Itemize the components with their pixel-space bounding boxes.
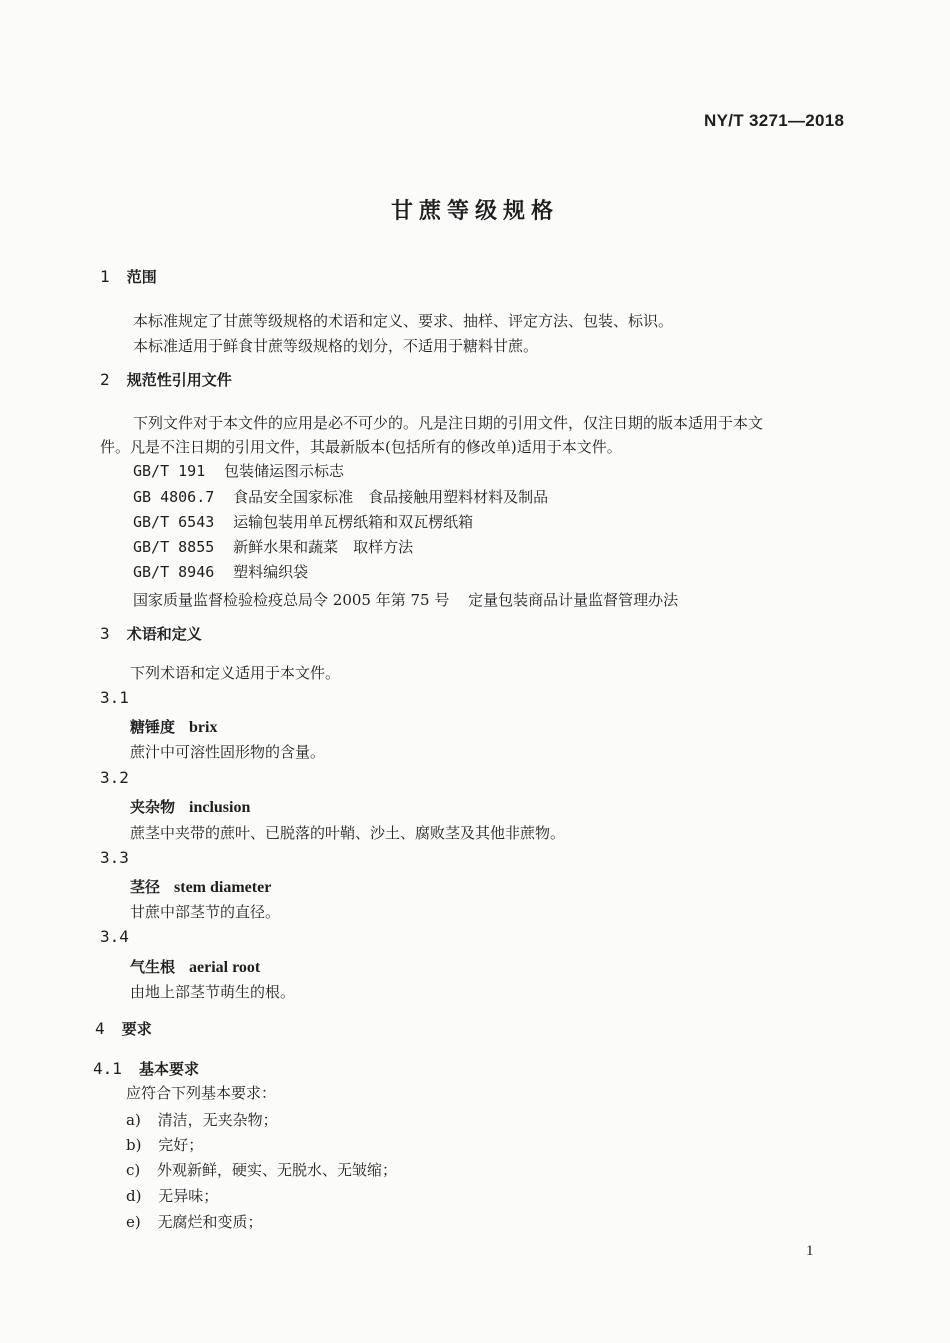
term-chinese: 夹杂物 [130,798,176,816]
reference-name: 食品安全国家标准 食品接触用塑料材料及制品 [233,488,549,506]
paragraph: 本标准适用于鲜食甘蔗等级规格的划分，不适用于糖料甘蔗。 [133,337,539,355]
reference-name: 塑料编织袋 [233,563,309,581]
term-english: aerial root [189,959,261,976]
reference-code: GB/T 8946 [133,563,215,581]
reference-item [133,485,548,510]
term-heading [130,796,250,817]
paragraph: 下列文件对于本文件的应用是必不可少的。凡是注日期的引用文件，仅注日期的版本适用于本文 [133,414,764,432]
reference-code: GB/T 6543 [133,513,215,531]
subsection-number: 4.1 [93,1059,122,1078]
reference-code: GB/T 8855 [133,538,215,556]
term-number: 3.4 [100,927,129,946]
term-definition: 蔗茎中夹带的蔗叶、已脱落的叶鞘、沙土、腐败茎及其他非蔗物。 [130,824,566,842]
section-number: 2 [100,370,110,389]
section-3-heading [100,623,202,644]
reference-item [133,459,344,484]
term-heading [130,716,217,737]
list-item [126,1184,218,1209]
term-definition: 甘蔗中部茎节的直径。 [130,903,281,921]
reference-name: 包装储运图示标志 [224,462,345,480]
standard-code: NY/T 3271—2018 [704,111,845,130]
section-4-heading [95,1018,152,1039]
reference-item [133,588,678,613]
section-1-heading [100,266,157,287]
list-label: d) [126,1187,142,1205]
term-chinese: 茎径 [130,878,161,896]
list-label: b) [126,1136,142,1154]
term-heading [130,876,271,897]
term-chinese: 气生根 [130,958,176,976]
list-text: 无异味； [158,1187,219,1205]
subsection-title: 基本要求 [139,1060,200,1078]
page-number: 1 [806,1243,814,1259]
term-english: stem diameter [174,879,272,896]
list-item [126,1158,397,1183]
reference-item [133,560,308,585]
list-item [126,1210,263,1235]
list-label: a) [126,1111,141,1129]
reference-item [133,510,473,535]
term-number: 3.1 [100,688,129,707]
reference-name: 运输包装用单瓦楞纸箱和双瓦楞纸箱 [233,513,474,531]
section-title: 术语和定义 [126,625,202,643]
document-title: 甘蔗等级规格 [390,199,559,224]
section-2-heading [100,369,232,390]
term-number: 3.3 [100,848,129,867]
term-definition: 蔗汁中可溶性固形物的含量。 [130,743,326,761]
term-chinese: 糖锤度 [130,718,176,736]
term-definition: 由地上部茎节萌生的根。 [130,983,296,1001]
list-item [126,1133,203,1158]
paragraph: 应符合下列基本要求： [126,1084,277,1102]
reference-item [133,535,413,560]
term-english: brix [189,719,218,736]
section-number: 3 [100,624,110,643]
term-heading [130,956,260,977]
paragraph: 件。凡是不注日期的引用文件，其最新版本(包括所有的修改单)适用于本文件。 [100,438,622,456]
paragraph: 下列术语和定义适用于本文件。 [130,664,341,682]
list-item [126,1108,278,1133]
list-label: e) [126,1213,141,1231]
list-text: 完好； [158,1136,204,1154]
term-number: 3.2 [100,768,129,787]
reference-code: 国家质量监督检验检疫总局令 2005 年第 75 号 [133,591,450,609]
term-english: inclusion [189,799,251,816]
list-text: 清洁，无夹杂物； [157,1111,278,1129]
section-title: 规范性引用文件 [126,371,232,389]
list-text: 无腐烂和变质； [157,1213,263,1231]
reference-name: 定量包装商品计量监督管理办法 [468,591,679,609]
list-label: c) [126,1161,141,1179]
reference-name: 新鲜水果和蔬菜 取样方法 [233,538,414,556]
reference-code: GB/T 191 [133,462,206,480]
reference-code: GB 4806.7 [133,488,215,506]
paragraph: 本标准规定了甘蔗等级规格的术语和定义、要求、抽样、评定方法、包装、标识。 [133,312,674,330]
subsection-heading [93,1058,199,1079]
section-title: 要求 [121,1020,152,1038]
section-number: 4 [95,1019,105,1038]
section-title: 范围 [126,268,157,286]
list-text: 外观新鲜，硬实、无脱水、无皱缩； [157,1161,398,1179]
section-number: 1 [100,267,110,286]
